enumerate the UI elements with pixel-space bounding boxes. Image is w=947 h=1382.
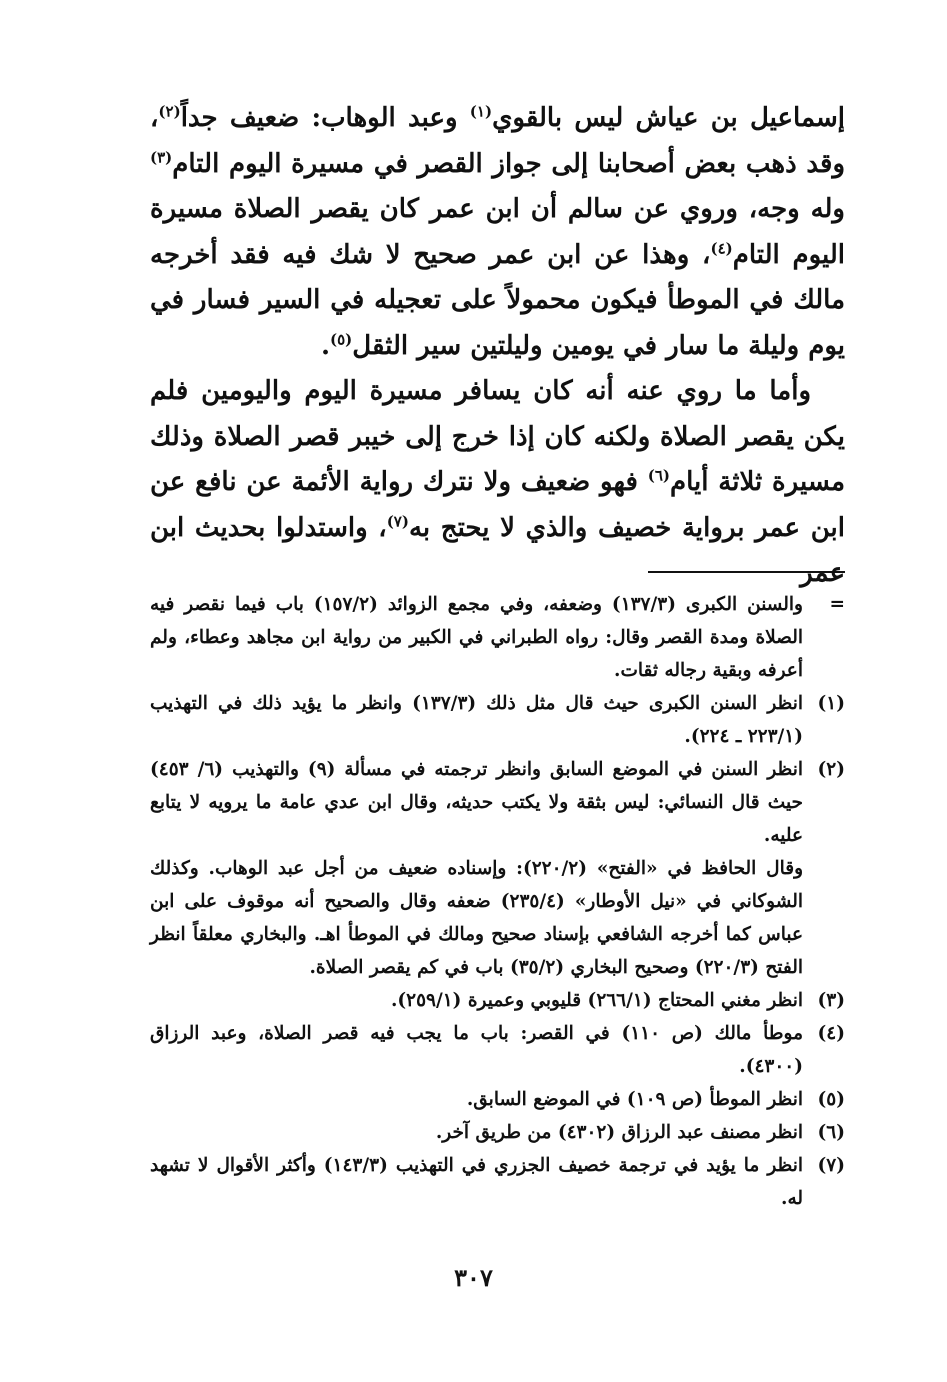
footnote-ref-1: (١): [469, 102, 493, 121]
footnote-3: [150, 984, 845, 1017]
footnote-body: [150, 753, 803, 984]
footnote-body: [150, 687, 803, 753]
footnote-text: وقال الحافظ في «الفتح» (٢٢٠/٢): وإسناده ضعيف من أجل عبد الوهاب. وكذلك الشوكاني في «نيل الأوطار» (٢٣٥/٤) ضعفه وقال والصحيح أنه موقوف على ابن عباس كما أخرجه الشافعي بإسناد صحيح ومالك في الموطأ اهـ. والبخاري معلقاً انظر الفتح (٢٢٠/٣) وصحيح البخاري (٣٥/٢) باب في كم يقصر الصلاة.: [150, 858, 804, 978]
footnote-text: والسنن الكبرى (١٣٧/٣) وضعفه، وفي مجمع الزوائد (١٥٧/٢) باب فيما نقصر فيه الصلاة ومدة القصر وقال: رواه الطبراني في الكبير من رواية ابن مجاهد وعطاء، ولم أعرفه وبقية رجاله ثقات.: [150, 594, 803, 681]
footnote-ref-2: (٢): [158, 102, 181, 121]
footnote-mark: (٦): [817, 1122, 845, 1143]
text-run: ، وقد ذهب بعض أصحابنا إلى جواز القصر في مسيرة اليوم التام: [150, 103, 845, 179]
footnote-ref-7: (٧): [386, 511, 409, 530]
footnote-mark: (٥): [817, 1089, 845, 1110]
footnote-mark: (٧): [817, 1155, 845, 1176]
footnote-1: [150, 687, 845, 753]
footnote-text: انظر ما يؤيد في ترجمة خصيف الجزري في التهذيب (١٤٣/٣) وأكثر الأقوال لا تشهد له.: [150, 1155, 803, 1209]
footnote-mark: (١): [817, 693, 845, 714]
text-run: ، وهذا عن ابن عمر صحيح لا شك فيه فقد أخرجه مالك في الموطأ فيكون محمولاً على تعجيله في السير فسار في يوم وليلة ما سار في يومين وليلتين سير الثقل: [150, 239, 845, 361]
footnote-body: [150, 1017, 803, 1083]
main-paragraph-2: [150, 369, 845, 597]
main-text-block: [150, 96, 845, 597]
footnote-body: [150, 1116, 803, 1149]
footnote-body: [150, 588, 803, 687]
footnote-mark: (٣): [817, 990, 845, 1011]
footnote-text: انظر السنن في الموضع السابق وانظر ترجمته في مسألة (٩) والتهذيب (٦/ ٤٥٣) حيث قال النسائي: ليس بثقة ولا يكتب حديثه، وقال ابن عدي عامة ما يرويه لا يتابع عليه.: [150, 759, 803, 846]
footnote-text: انظر الموطأ (ص ١٠٩) في الموضع السابق.: [466, 1089, 803, 1110]
footnote-body: [150, 1083, 803, 1116]
footnote-body: [150, 1149, 803, 1215]
footnote-7: [150, 1149, 845, 1215]
text-run: ، واستدلوا بحديث ابن عمر: [150, 512, 845, 588]
footnote-ref-4: (٤): [710, 238, 733, 257]
footnote-separator: [648, 571, 845, 573]
footnote-ref-6: (٦): [647, 466, 670, 485]
text-run: وأما ما روي عنه أنه كان يسافر مسيرة اليوم واليومين فلم يكن يقصر الصلاة ولكنه كان إذا خرج إلى خيبر قصر الصلاة وذلك مسيرة ثلاثة أيام: [150, 376, 845, 497]
footnote-text: انظر مغني المحتاج (٢٦٦/١) قليوبي وعميرة (٢٥٩/١).: [390, 990, 803, 1011]
footnote-mark: (٢): [817, 759, 845, 780]
footnote-text: انظر مصنف عبد الرزاق (٤٣٠٢) من طريق آخر.: [435, 1122, 803, 1143]
text-run: .: [320, 330, 330, 361]
text-run: إسماعيل بن عياش ليس بالقوي: [492, 103, 845, 133]
footnote-text: موطأ مالك (ص ١١٠) في القصر: باب ما يجب فيه قصر الصلاة، وعبد الرزاق (٤٣٠٠).: [150, 1023, 803, 1077]
footnote-mark: (٤): [817, 1023, 845, 1044]
footnote-ref-3: (٣): [150, 147, 173, 166]
footnote-continued: [150, 588, 845, 687]
footnote-ref-5: (٥): [330, 329, 353, 348]
footnotes-section: [150, 588, 845, 1215]
footnote-mark: =: [829, 594, 845, 615]
footnote-4: [150, 1017, 845, 1083]
footnote-body: [150, 984, 803, 1017]
footnote-text: انظر السنن الكبرى حيث قال مثل ذلك (١٣٧/٣) وانظر ما يؤيد ذلك في التهذيب (٢٢٣/١ ـ ٢٢٤).: [150, 693, 803, 747]
main-paragraph-1: [150, 96, 845, 369]
text-run: فهو ضعيف ولا نترك رواية الأئمة عن نافع عن ابن عمر برواية خصيف والذي لا يحتج به: [150, 467, 845, 543]
footnote-5: [150, 1083, 845, 1116]
text-run: وعبد الوهاب: ضعيف جداً: [180, 103, 470, 133]
footnote-2: [150, 753, 845, 984]
page-number: ٣٠٧: [454, 1263, 493, 1292]
text-run: وله وجه، وروي عن سالم أن ابن عمر كان يقصر الصلاة مسيرة اليوم التام: [150, 194, 846, 270]
footnote-6: [150, 1116, 845, 1149]
